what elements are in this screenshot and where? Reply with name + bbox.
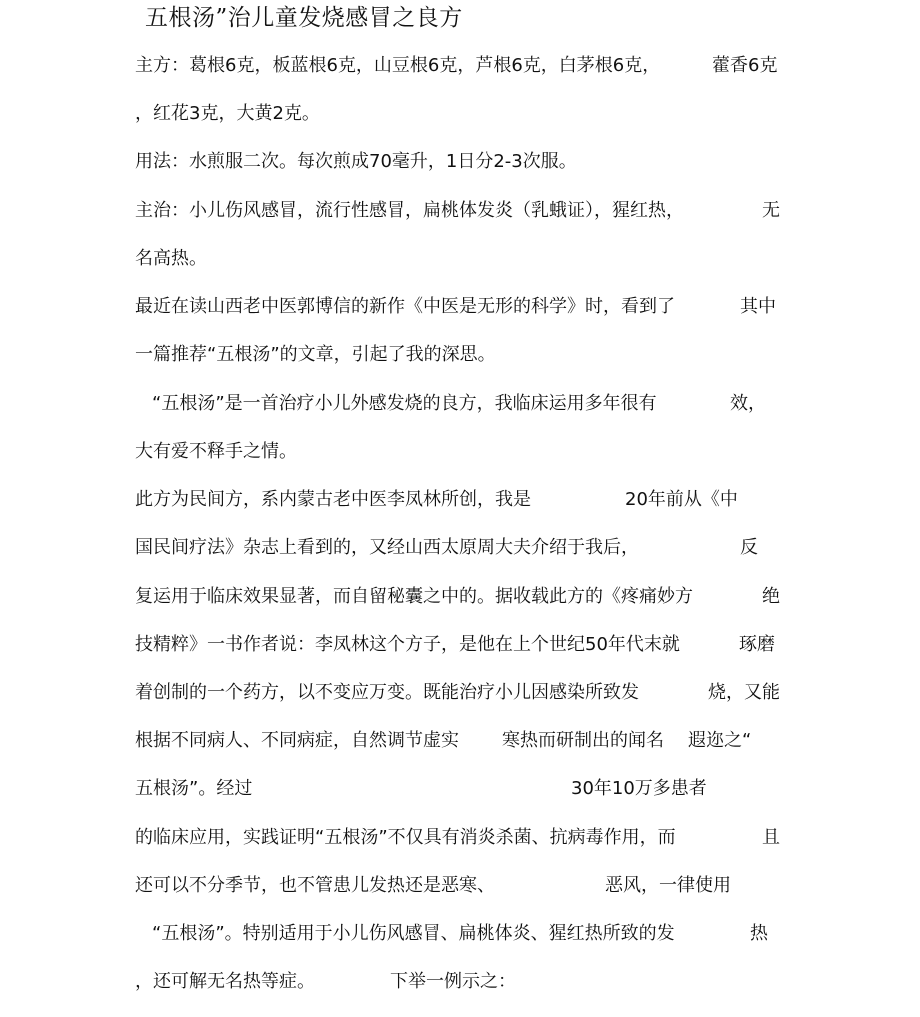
- text-segment: 国民间疗法》杂志上看到的，又经山西太原周大夫介绍于我后，: [135, 537, 639, 558]
- text-segment: 的临床应用，实践证明“五根汤”不仅具有消炎杀菌、抗病毒作用，而: [135, 827, 676, 848]
- text-segment: “五根汤”。特别适用于小儿伤风感冒、扁桃体炎、猩红热所致的发: [152, 923, 675, 944]
- text-segment: 反: [740, 537, 758, 558]
- text-segment: 其中: [740, 296, 776, 317]
- text-segment: 且: [762, 827, 780, 848]
- text-segment: 大有爱不释手之情。: [135, 441, 297, 462]
- text-segment: ，红花3克，大黄2克。: [135, 103, 320, 124]
- text-segment: 下举一例示之：: [390, 971, 516, 992]
- text-segment: ，还可解无名热等症。: [135, 971, 315, 992]
- text-segment: 根据不同病人、不同病症，自然调节虚实: [135, 730, 459, 751]
- text-segment: 用法：水煎服二次。每次煎成70毫升，1日分2-3次服。: [135, 151, 577, 172]
- text-segment: 技精粹》一书作者说：李凤林这个方子，是他在上个世纪50年代末就: [135, 634, 680, 655]
- text-segment: 最近在读山西老中医郭博信的新作《中医是无形的科学》时，看到了: [135, 296, 675, 317]
- text-segment: 一篇推荐“五根汤”的文章，引起了我的深思。: [135, 344, 496, 365]
- text-segment: 复运用于临床效果显著，而自留秘囊之中的。据收载此方的《疼痛妙方: [135, 586, 693, 607]
- text-segment: 寒热而研制出的闻名: [502, 730, 664, 751]
- text-segment: 无: [762, 200, 780, 221]
- text-segment: 主治：小儿伤风感冒，流行性感冒，扁桃体发炎（乳蛾证），猩红热，: [135, 200, 684, 221]
- text-segment: 30年10万多患者: [571, 778, 707, 799]
- text-segment: 还可以不分季节，也不管患儿发热还是恶寒、: [135, 875, 495, 896]
- text-segment: 主方：葛根6克，板蓝根6克，山豆根6克，芦根6克，白茅根6克，: [135, 55, 661, 76]
- document-title: 五根汤”治儿童发烧感冒之良方: [145, 5, 463, 31]
- text-segment: 效，: [730, 393, 766, 414]
- text-segment: 遐迩之“: [688, 730, 752, 751]
- text-segment: 五根汤”。经过: [135, 778, 253, 799]
- text-segment: 烧，又能: [708, 682, 780, 703]
- text-segment: 绝: [762, 586, 780, 607]
- text-segment: 恶风，一律使用: [605, 875, 731, 896]
- text-segment: “五根汤”是一首治疗小儿外感发烧的良方，我临床运用多年很有: [152, 393, 657, 414]
- text-segment: 热: [750, 923, 768, 944]
- text-segment: 20年前从《中: [625, 489, 738, 510]
- text-segment: 藿香6克: [712, 55, 778, 76]
- text-segment: 着创制的一个药方，以不变应万变。既能治疗小儿因感染所致发: [135, 682, 639, 703]
- text-segment: 名高热。: [135, 248, 207, 269]
- text-segment: 此方为民间方，系内蒙古老中医李凤林所创，我是: [135, 489, 531, 510]
- text-segment: 琢磨: [739, 634, 775, 655]
